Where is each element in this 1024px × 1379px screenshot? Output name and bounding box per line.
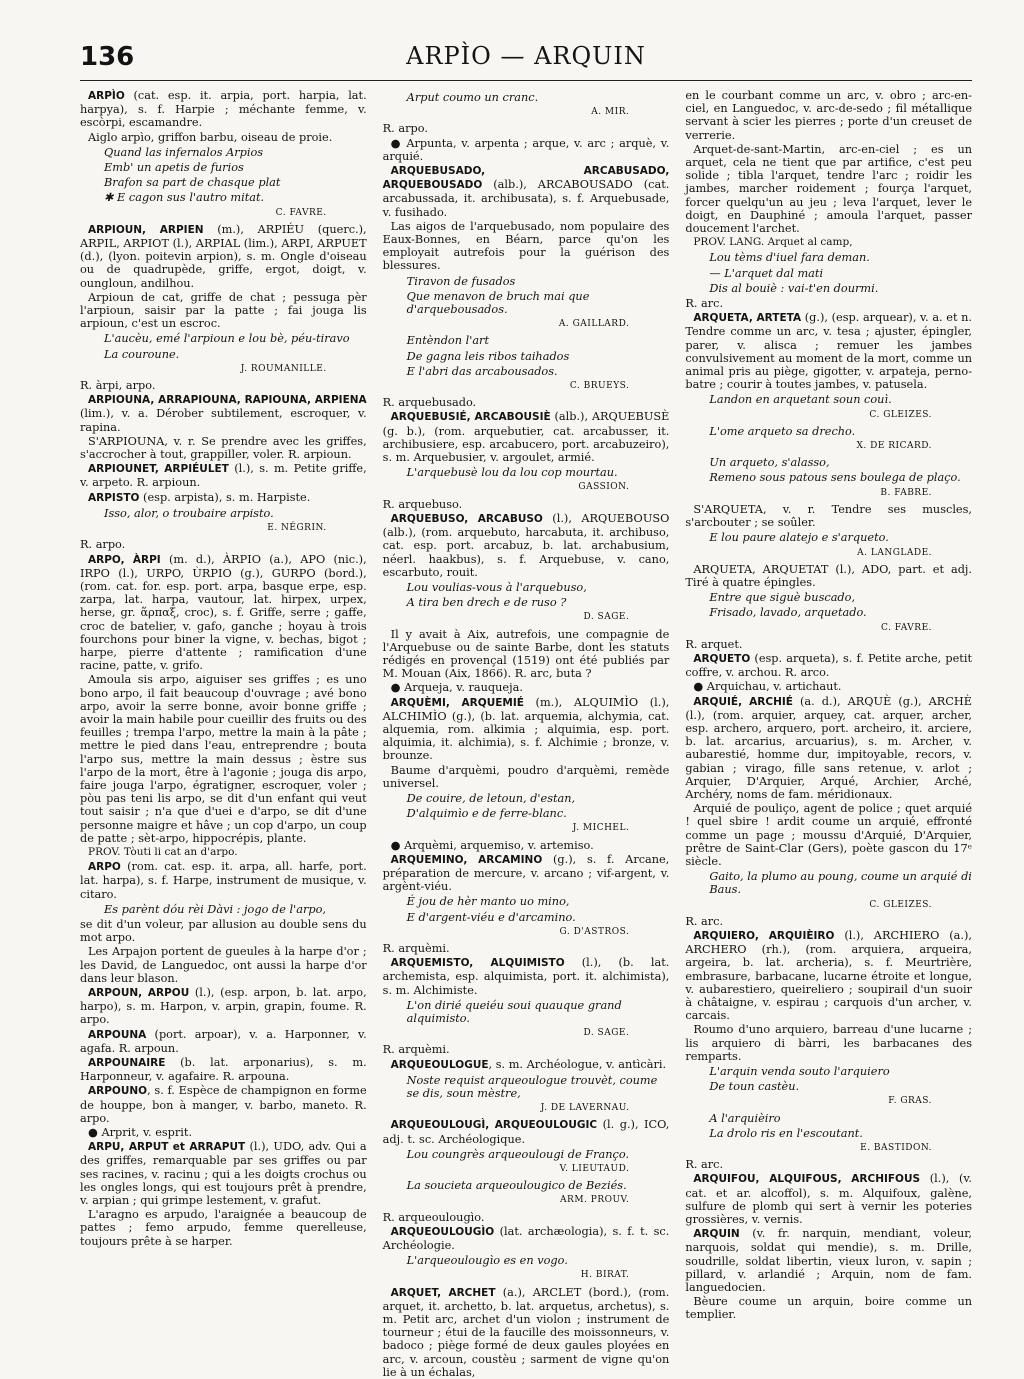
dictionary-entry xyxy=(80,945,367,985)
entry-text: Isso, alor, o troubaire arpisto. xyxy=(104,506,274,520)
dictionary-entry xyxy=(80,860,367,901)
citation-source xyxy=(685,440,972,453)
entry-text: V. LIEUTAUD. xyxy=(559,1164,630,1175)
entry-text: (l.), (esp. arpon, b. lat. arpo, harpo), s. m. Harpon, v. arpin, grapin, foume. R. arpo. xyxy=(80,986,367,1027)
citation-source xyxy=(383,1102,670,1115)
entry-text: (lim.), v. a. Dérober subtilement, escroquer, v. rapina. xyxy=(80,407,367,434)
entry-text: Es parènt dóu rèi Dàvi : jogo de l'arpo, xyxy=(104,902,326,916)
citation-source xyxy=(383,380,670,393)
entry-text: (lat. archæologia), s. f. t. sc. Archéologie. xyxy=(382,1224,670,1253)
entry-text: Noste requist arqueoulogue trouvèt, coume se dis, soun mèstre, xyxy=(406,1073,658,1101)
entry-text: en le courbant comme un arc, v. obro ; arc-en-ciel, en Languedoc, v. arc-de-sedo ; fil métallique servant à scier les pierres ; porte d'un creuset de verrerie. xyxy=(685,89,973,142)
dictionary-entry xyxy=(80,1028,367,1055)
entry-text: De toun castèu. xyxy=(709,1080,800,1094)
citation-line xyxy=(80,507,367,520)
citation-line xyxy=(685,606,972,619)
citation-source xyxy=(80,363,367,376)
entry-text: Arput coumo un cranc. xyxy=(406,91,539,104)
entry-text: D. SAGE. xyxy=(583,1028,630,1039)
dictionary-entry xyxy=(383,696,670,763)
entry-text: Quand las infernalos Arpios xyxy=(104,145,264,159)
entry-text: Dis al bouiè : vai-t'en dourmi. xyxy=(709,281,879,295)
entry-text: B. FABRE. xyxy=(880,487,933,498)
entry-text: L'ome arqueto sa drecho. xyxy=(709,424,856,438)
dictionary-entry xyxy=(383,628,670,681)
entry-text: Entre que siguè buscado, xyxy=(709,591,856,605)
citation-source xyxy=(383,822,670,835)
citation-line xyxy=(383,275,670,288)
cross-reference xyxy=(685,297,972,310)
entry-text: C. BRUEYS. xyxy=(569,381,630,392)
citation-line xyxy=(383,895,670,908)
entry-text: Arquet-de-sant-Martin, arc-en-ciel ; es un arquet, cela ne tient que par artifice, c'est peu solide ; tibla l'arquet, tendre l'arc ; roidir les jambes, marcher roidement ; fourça l'arquet, forcer quelqu'un au jeu ; leva l'arquet, lever le doigt, en Dauphiné ; amoula l'arquet, passer doucement l'archet. xyxy=(685,142,973,236)
entry-text: , s. f. Espèce de champignon en forme de houppe, bon à manger, v. barbo, maneto. R. arpo. xyxy=(80,1084,367,1125)
entry-text: (b. lat. arponarius), s. m. Harponneur, v. agafaire. R. arpouna. xyxy=(80,1056,367,1084)
citation-line xyxy=(383,334,670,347)
citation-line xyxy=(80,146,367,159)
column-right xyxy=(685,89,973,1322)
dictionary-entry xyxy=(685,563,972,589)
dictionary-entry xyxy=(80,1084,367,1125)
citation-line xyxy=(685,1080,972,1093)
entry-text: L'arquebusè lou da lou cop mourtau. xyxy=(406,466,618,480)
entry-text: Arpioun de cat, griffe de chat ; pessuga pèr l'arpioun, saisir par la patte ; fai jouga lis arpioun, c'est un escroc. xyxy=(80,290,367,331)
headword: ARPOUN, ARPOU xyxy=(88,987,190,999)
entry-text: R. arpo. xyxy=(382,122,428,136)
entry-text: PROV. LANG. Arquet al camp, xyxy=(693,236,853,249)
entry-text: (g.), s. f. Arcane, préparation de mercure, v. arcano ; vif-argent, v. argènt-viéu. xyxy=(382,852,670,894)
entry-text: ✱ E cagon sus l'autro mitat. xyxy=(104,191,265,205)
citation-line xyxy=(685,591,972,604)
entry-text: Amoula sis arpo, aiguiser ses griffes ; es uno bono arpo, il fait beaucoup d'ouvrage ; avé bono arpo, avoir la serre bonne, avoir bonne griffe ; avoir la main habile pour cueillir des fruits ou des feuilles ; trempa l'arpo, mettre la main à la pâte ; mettre le pied dans l'eau, entreprendre ; bouta l'arpo sus, mettre la main dessus ; èstre sus l'arpo de la mort, être à l'agonie ; jouga dis arpo, faire jouga l'arpo, égratigner, escroquer, voler ; pòu pas teni lis arpo, se dit d'un enfant qui veut tout saisir ; n'a que d'uei e d'arpo, se dit d'une personne maigre et hâve ; un cop d'arpo, un coup de patte ; sèt-arpo, hippocrépis, plante. xyxy=(80,673,367,845)
entry-text: (esp. arpista), s. m. Harpiste. xyxy=(139,490,311,504)
citation-source xyxy=(80,207,367,220)
headword: ARPO xyxy=(88,861,121,874)
entry-text: J. MICHEL. xyxy=(572,823,630,834)
entry-text: C. GLEIZES. xyxy=(869,409,933,420)
headword: ARPOUNO xyxy=(88,1085,148,1098)
cross-reference xyxy=(383,396,670,409)
entry-text: ● Arquèmi, arquemiso, v. artemiso. xyxy=(390,838,594,852)
entry-text: Brafon sa part de chasque plat xyxy=(104,176,281,190)
entry-text: R. arqueoulougìo. xyxy=(382,1210,485,1224)
entry-text: ● Arprit, v. esprit. xyxy=(88,1126,193,1140)
entry-text: D. SAGE. xyxy=(583,612,630,623)
citation-line xyxy=(685,282,972,295)
dictionary-entry xyxy=(685,1227,972,1294)
dictionary-entry xyxy=(383,512,670,579)
dictionary-entry xyxy=(685,680,972,693)
citation-line xyxy=(80,176,367,189)
citation-line xyxy=(383,911,670,924)
cross-reference xyxy=(383,942,670,955)
entry-text: Les Arpajon portent de gueules à la harpe d'or ; les David, de Languedoc, ont aussi la harpe d'or dans leur blason. xyxy=(80,945,367,985)
entry-text: E d'argent-viéu e d'arcamino. xyxy=(406,910,576,924)
dictionary-entry xyxy=(80,1126,367,1139)
entry-text: (a. d.), ARQUÈ (g.), ARCHÈ (l.), (rom. arquier, arquey, cat. arquer, archer, esp. archero, arquero, port. archeiro, it. arciere, b. lat. arcarius, arcuarius), s. m. Archer, v. aubarestié, homme dur, impitoyable, recors, v. gabian ; virago, fille sans retenue, v. arlot ; Arquier, D'Arquier, Arqué, Archier, Arché, Archéry, noms de fam. méridionaux. xyxy=(685,694,973,801)
citation-line xyxy=(80,903,367,916)
dictionary-entry xyxy=(685,1295,972,1321)
entry-text: ARM. PROUV. xyxy=(560,1195,630,1206)
entry-text: Il y avait à Aix, autrefois, une compagnie de l'Arquebuse ou de sainte Barbe, dont les statuts rédigés en provençal (1519) ont été publiés par M. Mouan (Aix, 1866). R. arc, buta ? xyxy=(382,627,670,681)
entry-text: (alb.), ARQUEBUSÈ (g. b.), (rom. arquebutier, cat. arcabusser, it. archibusiere, esp. arcabucero, port. arcabuzeiro), s. m. Arquebusier, v. argoulet, armié. xyxy=(382,410,670,465)
dictionary-entry xyxy=(80,291,367,331)
cross-reference xyxy=(685,89,972,142)
dictionary-entry xyxy=(685,695,972,802)
entry-text: R. arquebuso. xyxy=(382,497,463,511)
citation-line xyxy=(383,1179,670,1192)
citation-line xyxy=(685,425,972,438)
entry-text: Landon en arquetant soun couì. xyxy=(709,393,892,407)
entry-text: , s. m. Archéologue, v. antìcàri. xyxy=(488,1057,667,1071)
entry-text: A. LANGLADE. xyxy=(857,547,933,558)
dictionary-entry xyxy=(383,853,670,894)
entry-text: (esp. arqueta), s. f. Petite arche, petit coffre, v. archou. R. arco. xyxy=(685,651,973,680)
citation-source xyxy=(383,1163,670,1176)
headword: ARPISTO xyxy=(88,491,140,504)
entry-text: J. ROUMANILLE. xyxy=(240,363,327,374)
headword: ARQUIFOU, ALQUIFOUS, ARCHIFOUS xyxy=(693,1173,921,1186)
headword: ARQUEMINO, ARCAMINO xyxy=(390,853,543,866)
citation-source xyxy=(383,611,670,624)
entry-text: L'arqueoulougìo es en vogo. xyxy=(406,1254,568,1268)
dictionary-entry xyxy=(685,143,972,235)
cross-reference xyxy=(685,1158,972,1171)
citation-line xyxy=(383,1148,670,1161)
headword: ARQUÈMI, ARQUEMIÉ xyxy=(390,696,524,709)
dictionary-entry xyxy=(80,1056,367,1083)
headword: ARQUEOULOUGÌO xyxy=(390,1225,495,1238)
entry-text: Lou voulias-vous à l'arquebuso, xyxy=(406,580,587,594)
dictionary-entry xyxy=(80,1208,367,1248)
citation-source xyxy=(685,409,972,422)
entry-text: (a.), ARCLET (bord.), (rom. arquet, it. archetto, b. lat. arquetus, archetus), s. m. Petit arc, archet d'un violon ; instrument de tourneur ; étui de la faucille des moissonneurs, v. badoco ; piège formé de deux gaules ployées en arc, v. arcoun, coustèu ; sarment de vigne qu'on lie à un échalas, xyxy=(382,1285,670,1379)
entry-text: A. MIR. xyxy=(591,107,630,118)
dictionary-entry xyxy=(383,1286,670,1379)
entry-text: Roumo d'uno arquiero, barreau d'une lucarne ; lis arquiero di bàrri, les barbacanes des remparts. xyxy=(685,1023,973,1063)
headword: ARPOUNA xyxy=(88,1028,147,1041)
entry-text: Frisado, lavado, arquetado. xyxy=(709,606,867,620)
entry-text: R. àrpi, arpo. xyxy=(80,379,156,393)
citation-line xyxy=(383,792,670,805)
entry-text: (port. arpoar), v. a. Harponner, v. agafa. R. arpoun. xyxy=(80,1027,367,1055)
entry-text: A. GAILLARD. xyxy=(558,319,630,330)
dictionary-entry xyxy=(685,652,972,679)
citation-line xyxy=(383,807,670,820)
entry-text: R. arc. xyxy=(685,297,724,311)
entry-text: E l'abri das arcabousados. xyxy=(406,364,558,378)
cross-reference xyxy=(685,915,972,928)
citation-line xyxy=(80,161,367,174)
entry-text: De gagna leis ribos taihados xyxy=(406,349,570,363)
headword: ARQUIÉ, ARCHIÉ xyxy=(693,695,793,708)
entry-text: (rom. cat. esp. it. arpa, all. harfe, port. lat. harpa), s. f. Harpe, instrument de musique, v. citaro. xyxy=(80,860,367,901)
entry-text: F. GRAS. xyxy=(888,1096,933,1107)
entry-text: Que menavon de bruch mai que d'arquebousados. xyxy=(406,289,590,317)
headword: ARQUIERO, ARQUIÈIRO xyxy=(693,929,835,942)
citation-line xyxy=(685,870,972,896)
entry-text: Baume d'arquèmi, poudro d'arquèmi, remède universel. xyxy=(382,763,670,790)
dictionary-entry xyxy=(80,393,367,434)
headword: ARQUEBUSIÉ, ARCABOUSIÈ xyxy=(390,411,551,424)
entry-text: Gaito, la plumo au poung, coume un arquié di Baus. xyxy=(709,870,972,897)
entry-text: (g.), (esp. arquear), v. a. et n. Tendre comme un arc, v. tesa ; ajuster, épingler, parer, v. alisca ; remuer les jambes convulsivement au moment de la mort, comme un animal pris au piège, gigotter, v. arpateja, perno-batre ; courir à toutes jambes, v. patusela. xyxy=(685,311,973,392)
citation-line xyxy=(685,267,972,280)
dictionary-entry xyxy=(80,986,367,1027)
dictionary-entry xyxy=(383,956,670,997)
entry-text: (alb.), ARCABOUSADO (cat. arcabussada, it. archibusata), s. f. Arquebusade, v. fusihado. xyxy=(382,178,670,219)
entry-text: R. arquet. xyxy=(685,637,743,651)
dictionary-entry xyxy=(383,220,670,273)
entry-text: GASSION. xyxy=(578,482,630,493)
citation-source xyxy=(685,899,972,912)
headword: ARPIOUNET, ARPIÉULET xyxy=(88,463,229,476)
cross-reference xyxy=(80,379,367,392)
dictionary-entry xyxy=(383,164,670,219)
entry-text: (cat. esp. it. arpia, port. harpia, lat. harpya), s. f. Harpie ; méchante femme, v. escòrpi, escamandre. xyxy=(80,89,367,130)
headword: ARPO, ÀRPI xyxy=(88,553,161,566)
entry-text: La soucieta arqueoulougico de Beziés. xyxy=(406,1179,627,1193)
dictionary-entry xyxy=(383,137,670,163)
citation-line xyxy=(685,1065,972,1078)
citation-source xyxy=(685,1142,972,1155)
dictionary-entry xyxy=(80,89,367,130)
dictionary-entry xyxy=(685,503,972,529)
entry-text: L'aragno es arpudo, l'araignée a beaucoup de pattes ; femo arpudo, femme querelleuse, toujours prête à se harper. xyxy=(80,1208,367,1248)
headword: ARQUIN xyxy=(693,1228,740,1241)
dictionary-entry xyxy=(685,802,972,868)
headword: ARQUEBUSO, ARCABUSO xyxy=(390,512,543,525)
column-left xyxy=(80,89,367,1314)
entry-text: S'ARQUETA, v. r. Tendre ses muscles, s'arcbouter ; se soûler. xyxy=(685,502,973,530)
dictionary-entry xyxy=(80,462,367,489)
cross-reference xyxy=(383,1043,670,1056)
headword: ARQUEOULOUGÌ, ARQUEOULOUGIC xyxy=(390,1119,598,1132)
entry-text: Remeno sous patous sens boulega de plaço. xyxy=(709,471,961,485)
entry-text: D'alquimìo e de ferre-blanc. xyxy=(406,807,567,821)
citation-line xyxy=(80,191,367,204)
entry-text: R. arquèmi. xyxy=(382,941,450,955)
citation-line xyxy=(685,1112,972,1125)
entry-text: La couroune. xyxy=(104,347,180,361)
dictionary-entry xyxy=(80,131,367,144)
entry-text: Lou coungrès arqueoulougi de Franço. xyxy=(406,1147,630,1161)
headword: ARPIOUN, ARPIEN xyxy=(88,223,204,236)
entry-text: (l.), s. m. Petite griffe, v. arpeto. R. arpioun. xyxy=(80,462,367,490)
headword: ARQUEBUSADO, ARCABUSADO, ARQUEBOUSADO xyxy=(382,165,670,192)
entry-text: (v. fr. narquin, mendiant, voleur, narquois, soldat qui mendie), s. m. Drille, soudrille, soldat libertin, vieux luron, v. sapin ; pillard, v. arlandié ; Arquin, nom de fam. languedocien. xyxy=(685,1227,973,1295)
entry-text: R. arquebusado. xyxy=(382,396,477,410)
cross-reference xyxy=(80,918,367,944)
entry-text: R. arc. xyxy=(685,1158,724,1172)
citation-line xyxy=(383,365,670,378)
entry-text: R. arc. xyxy=(685,914,724,928)
headword: ARQUEOULOGUE xyxy=(390,1058,489,1071)
dictionary-entry xyxy=(383,681,670,694)
entry-text: Emb' un apetis de furios xyxy=(104,161,244,175)
entry-text: S'ARPIOUNA, v. r. Se prendre avec les griffes, s'accrocher à tout, grappiller, voler. R. arpioun. xyxy=(80,434,367,462)
dictionary-entry xyxy=(383,764,670,790)
headword: ARQUET, ARCHET xyxy=(390,1286,496,1299)
entry-text: L'aucèu, emé l'arpioun e lou bè, péu-tiravo xyxy=(104,332,350,346)
entry-text: (m.), ARPIÉU (querc.), ARPIL, ARPIOT (l.), ARPIAL (lim.), ARPI, ARPUET (d.), (lyon. poitevin arpion), s. m. Ongle d'oiseau ou de quadrupède, griffe, ergot, doigt, v. oungloun, andilhou. xyxy=(80,222,367,290)
citation-line xyxy=(383,91,670,104)
entry-text: (l.), ARQUEBOUSO (alb.), (rom. arquebuto, harcabuta, it. archibuso, cat. esp. port. arcabuz, b. lat. archabusium, néerl. haakbus), s. f. Arquebuse, v. cano, escarbuto, rouit. xyxy=(382,511,670,579)
running-head: ARPÌO — ARQUIN xyxy=(406,42,646,70)
entry-text: C. FAVRE. xyxy=(881,622,933,633)
entry-text: ARQUETA, ARQUETAT (l.), ADO, part. et adj. Tiré à quatre épingles. xyxy=(685,562,973,589)
citation-source xyxy=(383,318,670,331)
page-header xyxy=(80,40,972,81)
page-number: 136 xyxy=(80,42,135,72)
entry-text: E. BASTIDON. xyxy=(860,1143,933,1154)
cross-reference xyxy=(685,638,972,651)
dictionary-entry xyxy=(383,839,670,852)
citation-source xyxy=(383,481,670,494)
entry-text: se dit d'un voleur, par allusion au double sens du mot arpo. xyxy=(80,917,367,945)
dictionary-entry xyxy=(685,311,972,391)
entry-text: ● Arqueja, v. rauqueja. xyxy=(390,681,523,695)
entry-text: (m.), ALQUIMÌO (l.), ALCHIMÌO (g.), (b. lat. arquemia, alchymia, cat. alquemia, rom. alkimia ; alquimia, esp. port. alquimia, it. alchimia), s. f. Alchimie ; bronze, v. brounze. xyxy=(382,695,670,763)
entry-text: X. DE RICARD. xyxy=(856,441,933,452)
headword: ARPIOUNA, ARRAPIOUNA, RAPIOUNA, ARPIENA xyxy=(88,394,367,407)
column-middle xyxy=(382,89,670,1379)
citation-line xyxy=(685,471,972,484)
entry-text: PROV. Tòuti li cat an d'arpo. xyxy=(88,845,238,858)
entry-text: L'arquin venda souto l'arquiero xyxy=(709,1065,890,1079)
proverb xyxy=(685,236,972,249)
entry-text: — L'arquet dal mati xyxy=(709,266,824,280)
proverb xyxy=(80,846,367,859)
entry-text: É jou de hèr manto uo mino, xyxy=(406,895,570,909)
dictionary-entry xyxy=(80,491,367,505)
entry-text: ● Arpunta, v. arpenta ; arque, v. arc ; arquè, v. arquié. xyxy=(382,136,670,163)
citation-line xyxy=(383,466,670,479)
citation-source xyxy=(383,1027,670,1040)
citation-line xyxy=(80,332,367,345)
entry-text: Aiglo arpìo, griffon barbu, oiseau de proie. xyxy=(88,130,333,144)
citation-line xyxy=(685,456,972,469)
entry-text: (l. g.), ICO, adj. t. sc. Archéologique. xyxy=(382,1118,670,1146)
entry-text: Un arqueto, s'alasso, xyxy=(709,456,830,470)
headword: ARPU, ARPUT et ARRAPUT xyxy=(88,1141,246,1154)
citation-source xyxy=(685,547,972,560)
cross-reference xyxy=(80,538,367,551)
headword: ARQUETO xyxy=(693,652,751,665)
citation-source xyxy=(685,622,972,635)
entry-text: (l.), ARCHIERO (a.), ARCHERO (rh.), (rom. arquiera, arqueira, argeira, b. lat. archeria), s. f. Meurtrière, embrasure, barbacane, lucarne étroite et longue, v. aubarestiero, queireliero ; soupirail d'un suoir à châtaigne, v. espirau ; carquois d'un archer, v. carcais. xyxy=(685,928,973,1023)
entry-text: L'on dirié queiéu soui quauque grand alquimisto. xyxy=(406,998,622,1025)
citation-line xyxy=(685,531,972,544)
entry-text: R. arquèmi. xyxy=(382,1043,450,1057)
headword: ARQUETA, ARTETA xyxy=(693,312,802,325)
entry-text: (m. d.), ÀRPIO (a.), APO (nic.), IRPO (l.), URPO, ÙRPIO (g.), GURPO (bord.), (rom. cat. for. esp. port. arpa, basque erpe, esp. zarpa, lat. harpa, vautour, lat. hirpex, urpex, herse, gr. ἅρπαξ, croc), s. f. Griffe, serre ; gaffe, croc de batelier, v. gafo, ganche ; hoyau à trois fourchons pour biner la vigne, v. bechas, bigot ; harpe, pierre d'attente ; ramification d'une racine, patte, v. grifo. xyxy=(80,552,367,673)
entry-text: E lou paure alatejo e s'arqueto. xyxy=(709,531,889,545)
entry-text: R. arpo. xyxy=(80,538,126,552)
dictionary-entry xyxy=(383,410,670,464)
cross-reference xyxy=(383,122,670,135)
citation-line xyxy=(383,999,670,1025)
citation-source xyxy=(685,1095,972,1108)
citation-line xyxy=(383,1074,670,1100)
entry-text: Las aigos de l'arquebusado, nom populaire des Eaux-Bonnes, en Béarn, parce qu'on les employait autrefois pour la guérison des blessures. xyxy=(382,219,670,273)
entry-text: E. NÉGRIN. xyxy=(267,523,327,534)
cross-reference xyxy=(383,498,670,511)
text-columns xyxy=(80,89,973,1379)
entry-text: A tira ben drech e de ruso ? xyxy=(406,596,567,610)
cross-reference xyxy=(383,1211,670,1224)
dictionary-entry xyxy=(685,929,972,1022)
citation-line xyxy=(383,290,670,316)
entry-text: J. DE LAVERNAU. xyxy=(540,1103,630,1114)
entry-text: La drolo ris en l'escoutant. xyxy=(709,1126,863,1140)
entry-text: Arquié de pouliço, agent de police ; quet arquié ! quel sbire ! ardit coume un arquié, effronté comme un page ; moussu d'Arquié, D'Arquier, prêtre de Saint-Clar (Gers), poète gascon du 17ᵉ siècle. xyxy=(685,802,973,868)
citation-source xyxy=(383,926,670,939)
entry-text: (l.), (v. cat. et ar. alcoffol), s. m. Alquifoux, galène, sulfure de plomb qui sert à vernir les poteries grossières, v. vernis. xyxy=(685,1172,973,1227)
entry-text: A l'arquièiro xyxy=(709,1111,781,1125)
entry-text: C. GLEIZES. xyxy=(869,899,933,910)
entry-text: (l.), (b. lat. archemista, esp. alquimista, port. it. alchimista), s. m. Alchimiste. xyxy=(382,956,670,997)
dictionary-entry xyxy=(80,673,367,845)
dictionary-entry xyxy=(80,553,367,673)
headword: ARQUEMISTO, ALQUIMISTO xyxy=(390,957,565,970)
dictionary-entry xyxy=(383,1058,670,1072)
citation-line xyxy=(383,350,670,363)
headword: ARPOUNAIRE xyxy=(88,1057,166,1070)
citation-source xyxy=(383,1194,670,1207)
dictionary-entry xyxy=(80,435,367,461)
dictionary-entry xyxy=(685,1023,972,1063)
entry-text: De couire, de letoun, d'estan, xyxy=(406,791,576,805)
citation-source xyxy=(383,106,670,119)
entry-text: Tiravon de fusados xyxy=(406,274,516,288)
citation-line xyxy=(383,1254,670,1267)
entry-text: Bèure coume un arquin, boire comme un templier. xyxy=(685,1295,973,1322)
dictionary-entry xyxy=(80,223,367,290)
citation-line xyxy=(685,1127,972,1140)
citation-line xyxy=(80,348,367,361)
dictionary-entry xyxy=(685,1172,972,1226)
entry-text: G. D'ASTROS. xyxy=(559,926,630,937)
entry-text: C. FAVRE. xyxy=(275,207,327,218)
dictionary-entry xyxy=(383,1225,670,1252)
citation-line xyxy=(685,251,972,264)
citation-line xyxy=(383,596,670,609)
entry-text: Lou tèms d'iuel fara deman. xyxy=(709,251,870,265)
dictionary-entry xyxy=(80,1140,367,1207)
entry-text: ● Arquichau, v. artichaut. xyxy=(693,680,842,694)
citation-source xyxy=(383,1269,670,1282)
citation-source xyxy=(685,487,972,500)
entry-text: (l.), UDO, adv. Qui a des griffes, remarquable par ses griffes ou par ses racines, v. racinu ; qui a les doigts crochus ou les ongles longs, qui est toujours prêt à prendre, v. arpian ; qui grimpe lestement, v. grafut. xyxy=(80,1140,367,1208)
citation-line xyxy=(383,581,670,594)
entry-text: Entèndon l'art xyxy=(406,334,489,348)
citation-source xyxy=(80,522,367,535)
citation-line xyxy=(685,393,972,406)
entry-text: H. BIRAT. xyxy=(580,1270,630,1281)
headword: ARPÌO xyxy=(88,90,125,102)
dictionary-entry xyxy=(383,1118,670,1145)
